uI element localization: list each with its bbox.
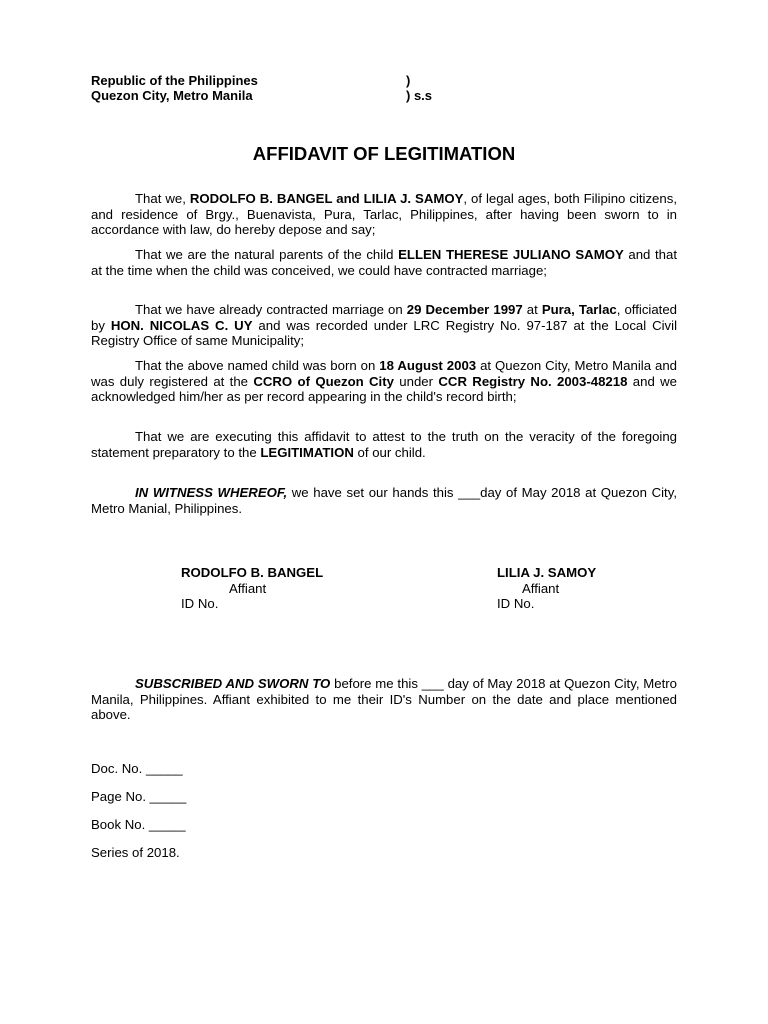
signatory-role: Affiant	[522, 580, 560, 596]
paragraph-marriage	[91, 302, 677, 349]
venue-country: Republic of the Philippines	[91, 73, 258, 88]
signature-block-2	[497, 565, 596, 612]
bold-run: Pura, Tarlac	[541, 302, 617, 317]
bold-run: ELLEN THERESE JULIANO SAMOY	[398, 247, 624, 262]
bold-run: RODOLFO B. BANGEL and LILIA J. SAMOY	[189, 191, 464, 206]
venue-bracket-top: )	[406, 73, 411, 88]
signatory-id: ID No.	[181, 596, 219, 611]
witness-text: we have set our hands this ___day of May 2018 at Quezon City, Metro Manial, Philippines.	[91, 485, 677, 516]
signatory-id: ID No.	[497, 596, 535, 611]
paragraph-affiants	[91, 191, 677, 238]
signatory-name: RODOLFO B. BANGEL	[181, 565, 324, 580]
text-run: under	[393, 373, 439, 389]
text-run: That we have already contracted marriage on	[135, 302, 407, 317]
paragraph-birth	[91, 358, 677, 405]
paragraph-purpose	[91, 429, 677, 460]
text-run: at	[522, 302, 542, 317]
doc-number: Doc. No. _____	[91, 761, 183, 776]
witness-lead: IN WITNESS WHEREOF,	[135, 485, 288, 500]
jurat-text: before me this ___ day of May 2018 at Quezon City, Metro Manila, Philippines. Affiant exhibited to me their ID's Number on the date and place mentioned above.	[91, 676, 677, 722]
series-year: Series of 2018.	[91, 845, 180, 860]
venue-bracket-ss: ) s.s	[406, 88, 433, 103]
bold-run: 29 December 1997	[406, 302, 523, 317]
text-run: and we acknowledged him/her as per record appearing in the child's record birth;	[91, 373, 677, 404]
bold-run: LEGITIMATION	[260, 444, 354, 460]
text-run: That the above named child was born on	[135, 358, 380, 373]
text-run: at Quezon City, Metro Manila and was duly registered at the	[91, 358, 677, 389]
text-run: That we are executing this affidavit to attest to the truth on the veracity of the foregoing statement preparatory to the	[91, 429, 677, 460]
signatory-role: Affiant	[229, 580, 267, 596]
paragraph-parents	[91, 247, 677, 278]
bold-run: CCRO of Quezon City	[253, 373, 394, 389]
text-run: of our child.	[353, 444, 426, 460]
text-run: and was recorded under LRC Registry No. 97-187 at the Local Civil Registry Office of same Municipality;	[91, 317, 678, 348]
text-run: and that at the time when the child was conceived, we could have contracted marriage;	[91, 247, 678, 278]
signature-block-1	[181, 565, 323, 612]
signatory-name: LILIA J. SAMOY	[497, 565, 597, 580]
bold-run: CCR Registry No. 2003-48218	[438, 373, 628, 389]
page-number: Page No. _____	[91, 789, 187, 804]
book-number: Book No. _____	[91, 817, 186, 832]
witness-clause	[91, 485, 677, 516]
text-run: , of legal ages, both Filipino citizens, and residence of Brgy., Buenavista, Pura, Tarlac, Philippines, after having been sworn to in accordance with law, do hereby depose and say;	[91, 191, 677, 237]
bold-run: HON. NICOLAS C. UY	[110, 317, 253, 333]
jurat-clause	[91, 676, 677, 723]
text-run: That we are the natural parents of the child	[135, 247, 399, 262]
venue-city: Quezon City, Metro Manila	[91, 88, 253, 103]
text-run: That we,	[135, 191, 190, 206]
jurat-lead: SUBSCRIBED AND SWORN TO	[135, 676, 331, 691]
document-title: AFFIDAVIT OF LEGITIMATION	[252, 143, 516, 164]
bold-run: 18 August 2003	[379, 358, 477, 373]
text-run: , officiated by	[91, 302, 678, 333]
